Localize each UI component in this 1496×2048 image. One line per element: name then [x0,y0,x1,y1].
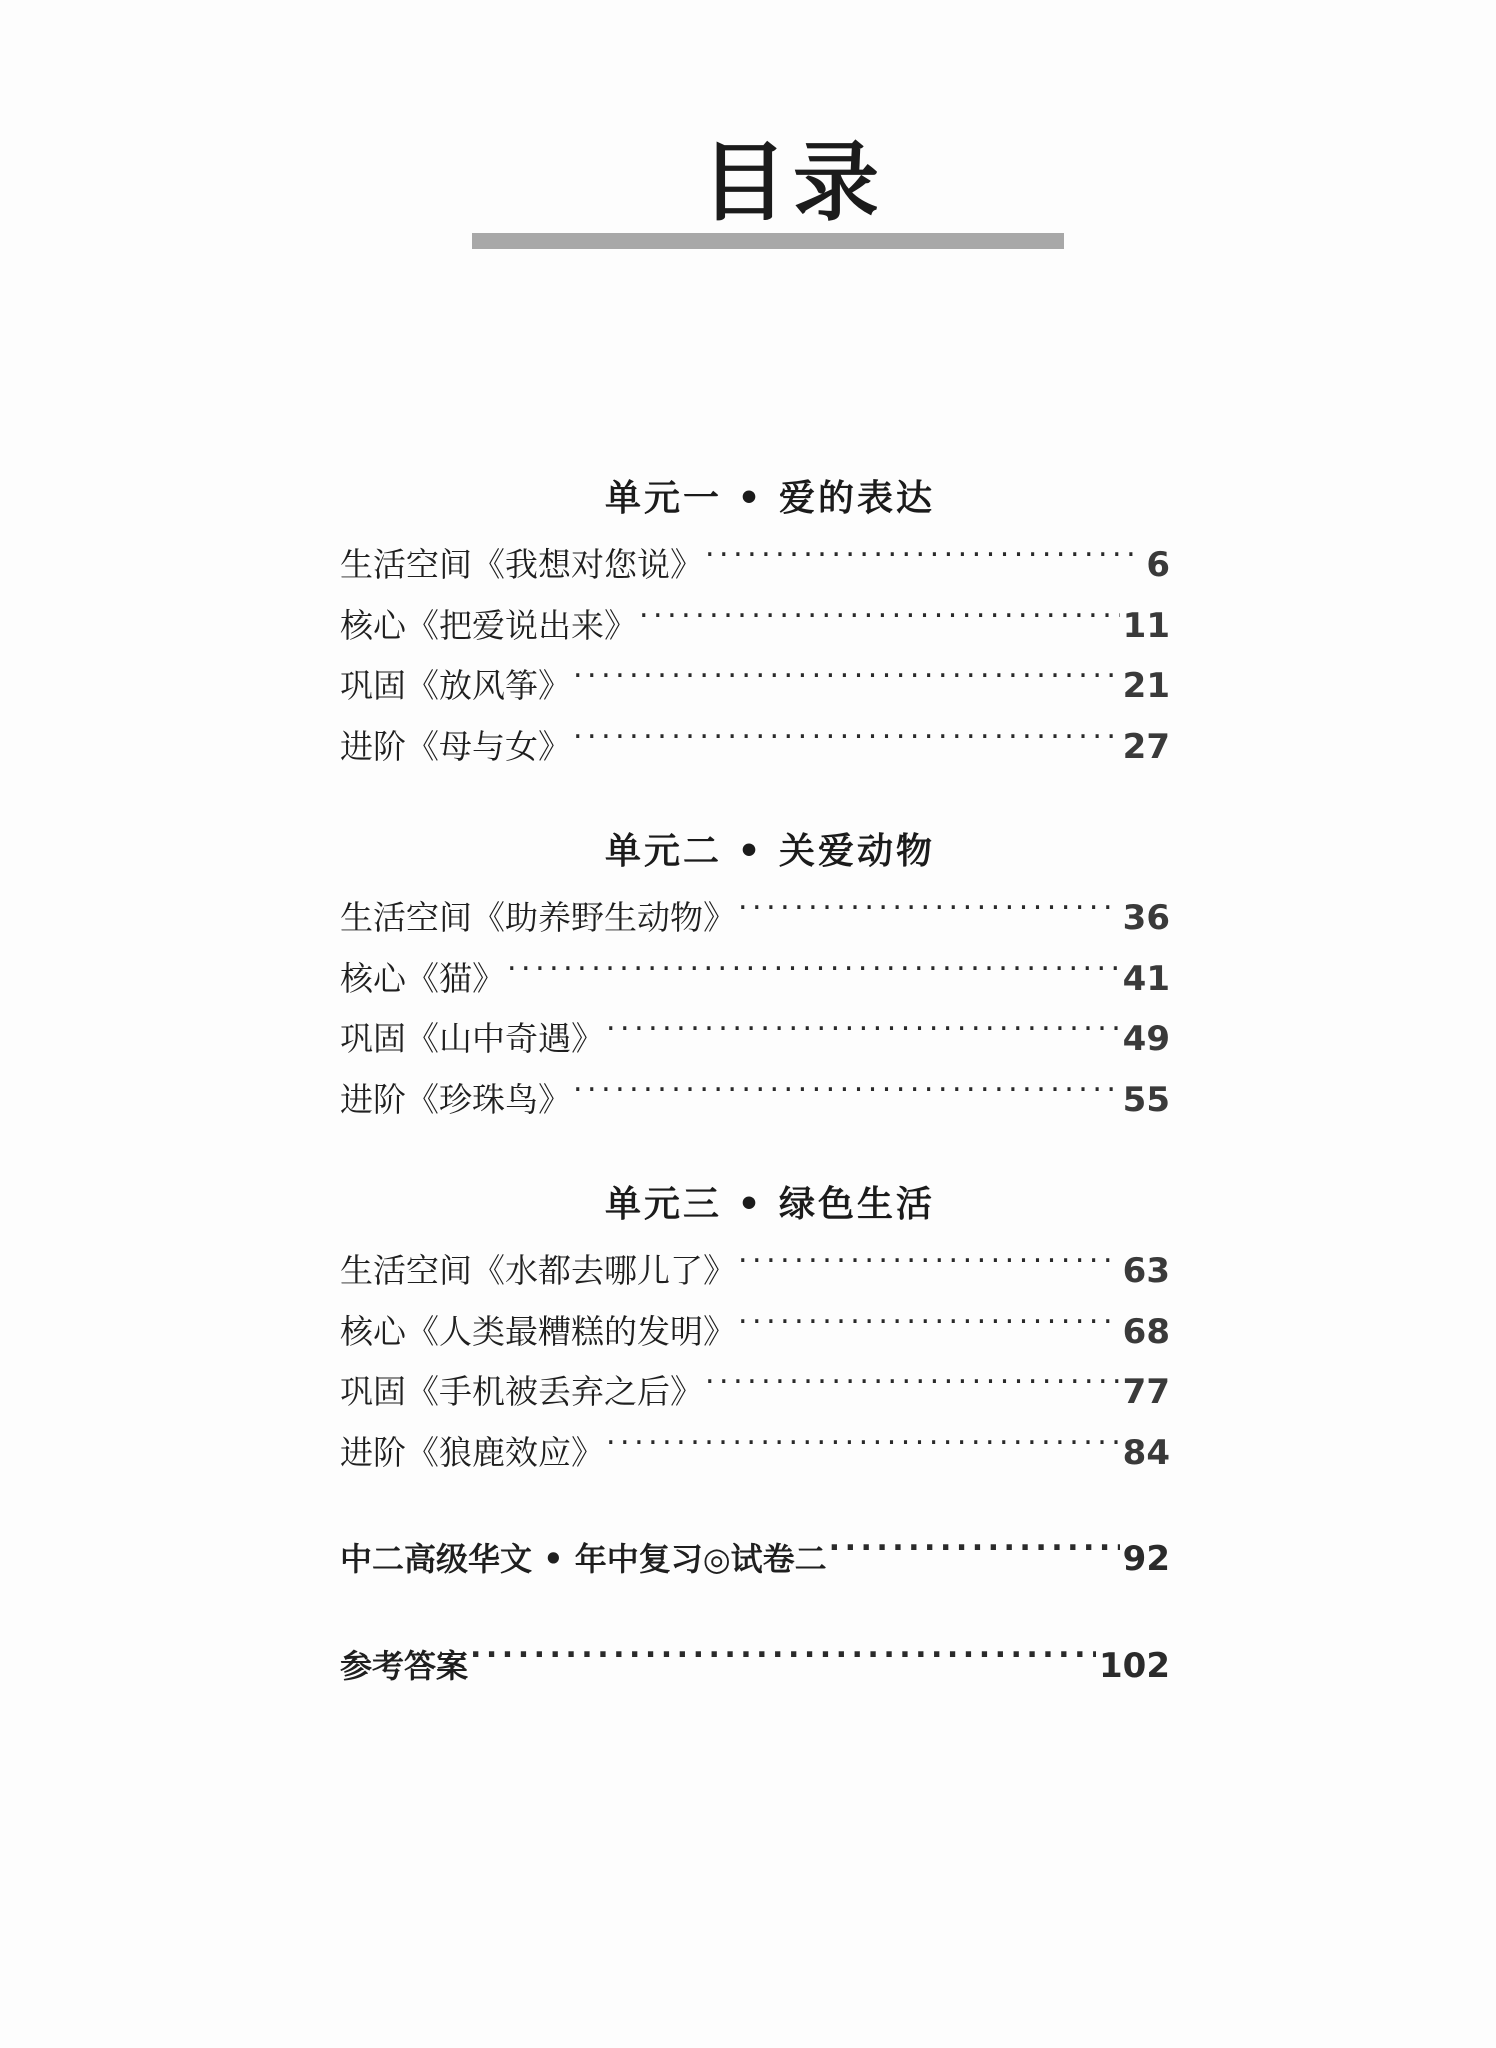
unit-heading-3: 单元三 • 绿色生活 [604,1184,936,1226]
toc-entry-page: 55 [1122,1079,1170,1120]
toc-entry-page: 27 [1122,726,1170,767]
page-title: 目录 [701,132,885,233]
dot-leader [507,957,1120,990]
toc-entry[interactable] [340,1423,1170,1484]
toc-entry-page: 41 [1122,958,1170,999]
title-underline-bar [472,233,1064,249]
unit-block-1 [340,470,1170,777]
toc-entry-title: 巩固《放风筝》 [340,666,571,706]
dot-leader [573,725,1120,758]
toc-entry-page: 84 [1122,1432,1170,1473]
toc-entry-page: 92 [1122,1539,1170,1580]
unit-block-3 [340,1176,1170,1483]
dot-leader [470,1645,1096,1677]
dot-leader [738,1310,1120,1343]
unit-heading-2: 单元二 • 关爱动物 [604,831,936,873]
toc-entry[interactable] [340,888,1170,949]
dot-leader [573,1078,1120,1111]
unit-heading-1: 单元一 • 爱的表达 [604,478,936,519]
toc-entry-title: 中二高级华文 • 年中复习◎试卷二 [340,1540,827,1579]
toc-entry-title: 进阶《狼鹿效应》 [340,1432,604,1472]
dot-leader [738,1249,1120,1282]
toc-entry-answer-key[interactable] [340,1636,1170,1697]
dot-leader [738,896,1120,929]
toc-entry[interactable] [340,1009,1170,1070]
dot-leader [705,543,1143,576]
dot-leader [606,1431,1120,1464]
dot-leader [705,1370,1120,1403]
toc-entry[interactable] [340,1302,1170,1363]
toc-entry-title: 巩固《手机被丢弃之后》 [340,1372,703,1412]
unit-block-2 [340,823,1170,1130]
toc-entry[interactable] [340,949,1170,1010]
toc-entry-title: 核心《把爱说出来》 [340,605,637,645]
toc-entry[interactable] [340,1241,1170,1302]
toc-entry-page: 49 [1122,1019,1170,1060]
toc-entry-title: 巩固《山中奇遇》 [340,1019,604,1059]
toc-entry-page: 11 [1122,605,1170,646]
toc-entry[interactable] [340,717,1170,778]
toc-entry-title: 进阶《珍珠鸟》 [340,1079,571,1119]
toc-entry-title: 生活空间《助养野生动物》 [340,898,736,938]
dot-leader [639,604,1120,637]
toc-entry-page: 36 [1122,898,1170,939]
toc-entry-page: 63 [1122,1251,1170,1292]
title-block [0,132,1496,233]
toc-entry-revision-paper[interactable] [340,1529,1170,1590]
toc-entry[interactable] [340,535,1170,596]
toc-entry[interactable] [340,656,1170,717]
toc-entry[interactable] [340,1362,1170,1423]
toc-entry-title: 生活空间《水都去哪儿了》 [340,1251,736,1291]
toc-entry-page: 6 [1146,545,1170,585]
toc-entry-page: 102 [1099,1645,1170,1686]
toc-entry-title: 参考答案 [340,1646,469,1685]
toc-entry-page: 68 [1122,1311,1170,1352]
toc-content [340,470,1170,1696]
toc-entry[interactable] [340,1070,1170,1131]
toc-entry-title: 进阶《母与女》 [340,726,571,766]
dot-leader [829,1538,1120,1570]
toc-entry-page: 21 [1122,666,1170,707]
toc-entry-title: 核心《人类最糟糕的发明》 [340,1311,736,1351]
toc-entry-title: 核心《猫》 [340,958,505,998]
extra-entries-block [340,1529,1170,1696]
dot-leader [573,664,1120,697]
toc-entry-page: 77 [1122,1372,1170,1413]
dot-leader [606,1017,1120,1050]
toc-entry[interactable] [340,596,1170,657]
toc-entry-title: 生活空间《我想对您说》 [340,545,703,584]
